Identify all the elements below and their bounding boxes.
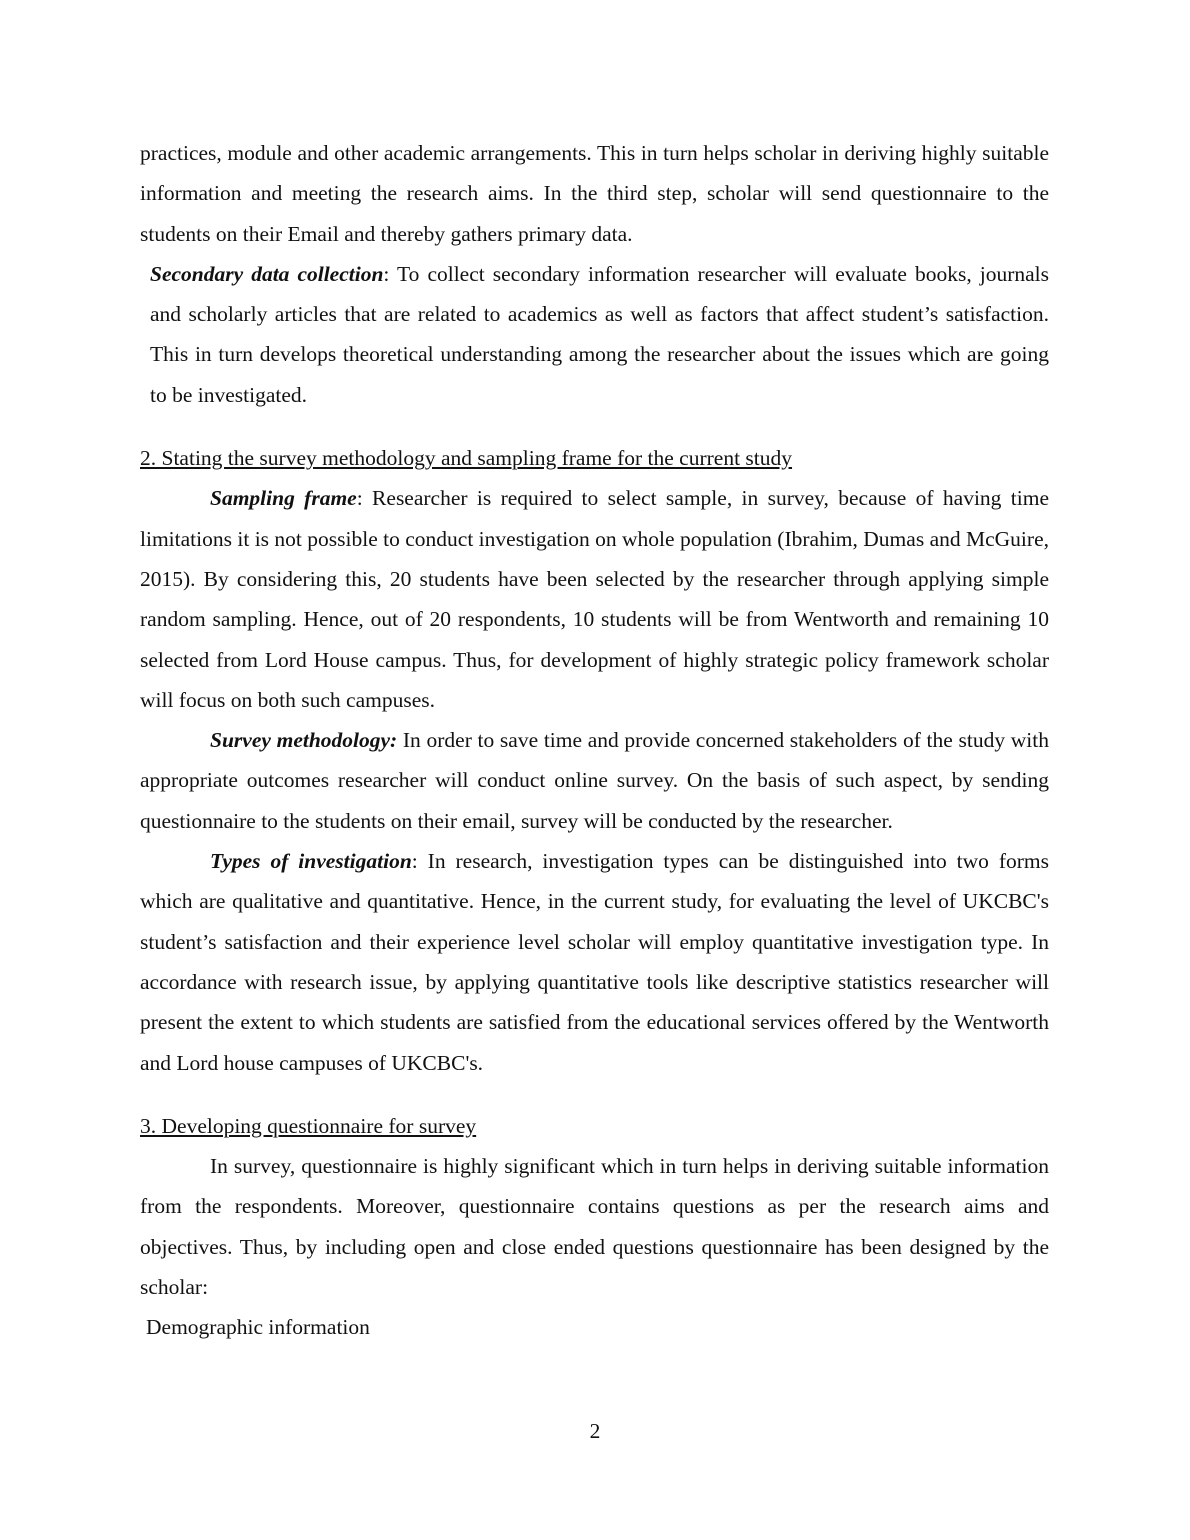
paragraph-types-of-investigation-text: : In research, investigation types can be distinguished into two forms which are qualitative and quantitative. Hence, in the current study, for evaluating the level of UKCBC's student’s satisfaction and their experience level scholar will employ quantitative investigation type. In accordance with research issue, by applying quantitative tools like descriptive statistics researcher will present the extent to which students are satisfied from the educational services offered by the Wentworth and Lord house campuses of UKCBC's. xyxy=(140,849,1049,1075)
document-body xyxy=(140,133,1049,1348)
section-heading-survey-methodology: 2. Stating the survey methodology and sampling frame for the current study xyxy=(140,446,793,471)
paragraph-types-of-investigation xyxy=(140,841,1049,1083)
section-heading-questionnaire: 3. Developing questionnaire for survey xyxy=(140,1113,477,1138)
paragraph-secondary-data-collection xyxy=(140,254,1049,415)
paragraph-questionnaire: In survey, questionnaire is highly significant which in turn helps in deriving suitable information from the respondents. Moreover, questionnaire contains questions as per the research aims and objectives. Thus, by including open and close ended questions questionnaire has been designed by the scholar: xyxy=(140,1154,1049,1300)
demographic-information-label: Demographic information xyxy=(146,1315,370,1340)
paragraph-sampling-frame xyxy=(140,478,1049,720)
paragraph-primary-data-continued: practices, module and other academic arrangements. This in turn helps scholar in deriving highly suitable information and meeting the research aims. In the third step, scholar will send questionnaire to the students on their Email and thereby gathers primary data. xyxy=(140,141,1049,246)
paragraph-secondary-data-text: : To collect secondary information researcher will evaluate books, journals and scholarly articles that are related to academics as well as factors that affect student’s satisfaction. This in turn develops theoretical understanding among the researcher about the issues which are going to be investigated. xyxy=(150,261,1049,407)
page-number: 2 xyxy=(589,1419,601,1443)
term-types-of-investigation: Types of investigation xyxy=(210,849,412,874)
paragraph-survey-methodology-text: In order to save time and provide concerned stakeholders of the study with appropriate outcomes researcher will conduct online survey. On the basis of such aspect, by sending questionnaire to the students on their email, survey will be conducted by the researcher. xyxy=(140,728,1049,833)
term-sampling-frame: Sampling frame xyxy=(210,486,357,511)
term-survey-methodology: Survey methodology: xyxy=(210,728,398,753)
paragraph-survey-methodology xyxy=(140,720,1049,841)
paragraph-sampling-frame-text: : Researcher is required to select sample, in survey, because of having time limitations it is not possible to conduct investigation on whole population (Ibrahim, Dumas and McGuire, 2015). By considering this, 20 students have been selected by the researcher through applying simple random sampling. Hence, out of 20 respondents, 10 students will be from Wentworth and remaining 10 selected from Lord House campus. Thus, for development of highly strategic policy framework scholar will focus on both such campuses. xyxy=(140,486,1049,712)
term-secondary-data-collection: Secondary data collection xyxy=(150,261,384,286)
